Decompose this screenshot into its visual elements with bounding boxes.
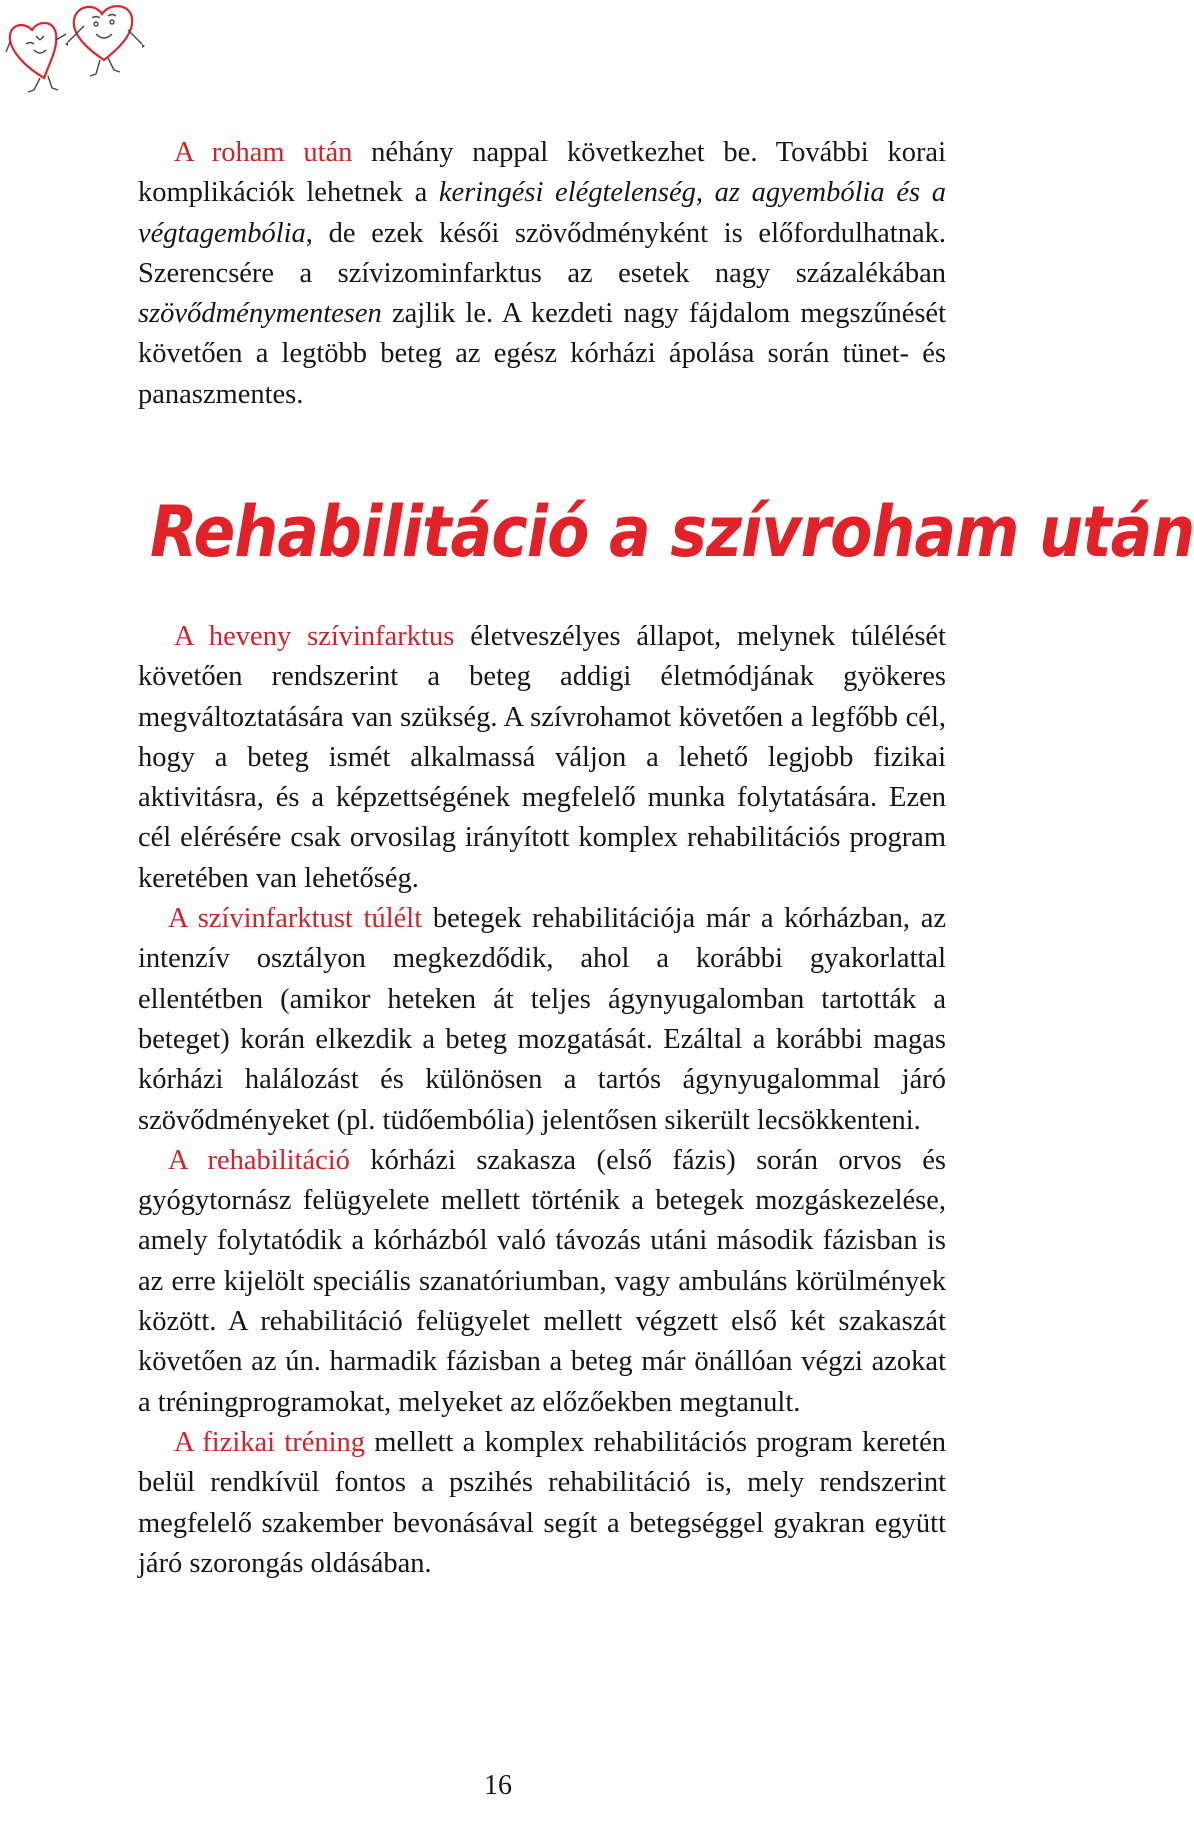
paragraph-text: néhány nappal következhet be. További korai komplikációk lehetnek a — [138, 137, 946, 209]
highlight-phrase: A fizikai tréning — [174, 1426, 366, 1458]
italic-phrase: szövődménymentesen — [138, 298, 382, 330]
section-heading: Rehabilitáció a szívroham után — [150, 491, 1194, 573]
intro-section — [138, 133, 946, 415]
paragraph-rehabilitacio — [138, 1141, 946, 1423]
paragraph-heveny — [138, 617, 946, 899]
body-section — [138, 617, 946, 1584]
paragraph-tulelt — [138, 899, 946, 1141]
paragraph-text: , de ezek késői szövődményként is előfordulhatnak. Szerencsére a szívizominfarktus az esetek nagy százalékában — [138, 217, 946, 289]
page-number-text: 16 — [484, 1770, 512, 1801]
highlight-phrase: A heveny szívinfarktus — [174, 621, 455, 652]
highlight-phrase: A szívinfarktust túlélt — [168, 903, 423, 935]
highlight-phrase: A rehabilitáció — [168, 1144, 350, 1176]
paragraph-text: betegek rehabilitációja már a kórházban, az intenzív osztályon megkezdődik, ahol a korábbi gyakorlattal ellentétben (amikor heteken át teljes ágynyugalomban tartották a beteget) korán elkezdik a beteg mozgatását. Ezáltal a korábbi magas kórházi halálozást és különösen a tartós ágynyugalommal járó szövődményeket (pl. tüdőembólia) jelentősen sikerült lecsökkenteni. — [138, 903, 946, 1136]
italic-phrase: keringési elégtelenség, az agyembólia és a végtagembólia — [138, 177, 946, 249]
intro-paragraph — [138, 133, 946, 415]
paragraph-text: zajlik le. A kezdeti nagy fájdalom megszűnését követően a legtöbb beteg az egész kórházi ápolása során tünet- és panaszmentes. — [138, 298, 946, 410]
paragraph-trening — [138, 1423, 946, 1584]
two-hearts-characters-icon — [4, 0, 154, 96]
page-number — [0, 1770, 960, 1802]
paragraph-text: kórházi szakasza (első fázis) során orvos és gyógytornász felügyelete mellett történik a betegek mozgáskezelése, amely folytatódik a kórházból való távozás utáni második fázisban is az erre kijelölt speciális szanatóriumban, vagy ambuláns körülmények között. A rehabilitáció felügyelet mellett végzett első két szakaszát követően az ún. harmadik fázisban a beteg már önállóan végzi azokat a tréningprogramokat, melyeket az előzőekben megtanult. — [138, 1144, 946, 1418]
highlight-phrase: A roham után — [174, 137, 353, 168]
paragraph-text: életveszélyes állapot, melynek túlélését követően rendszerint a beteg addigi életmódjának gyökeres megváltoztatására van szükség. A szívrohamot követően a legfőbb cél, hogy a beteg ismét alkalmassá váljon a lehető legjobb fizikai aktivitásra, és a képzettségének megfelelő munka folytatására. Ezen cél elérésére csak orvosilag irányított komplex rehabilitációs program keretében van lehetőség. — [138, 621, 946, 894]
paragraph-text: mellett a komplex rehabilitációs program keretén belül rendkívül fontos a pszihés rehabilitáció is, mely rendszerint megfelelő szakember bevonásával segít a betegséggel gyakran együtt járó szorongás oldásában. — [138, 1426, 946, 1579]
